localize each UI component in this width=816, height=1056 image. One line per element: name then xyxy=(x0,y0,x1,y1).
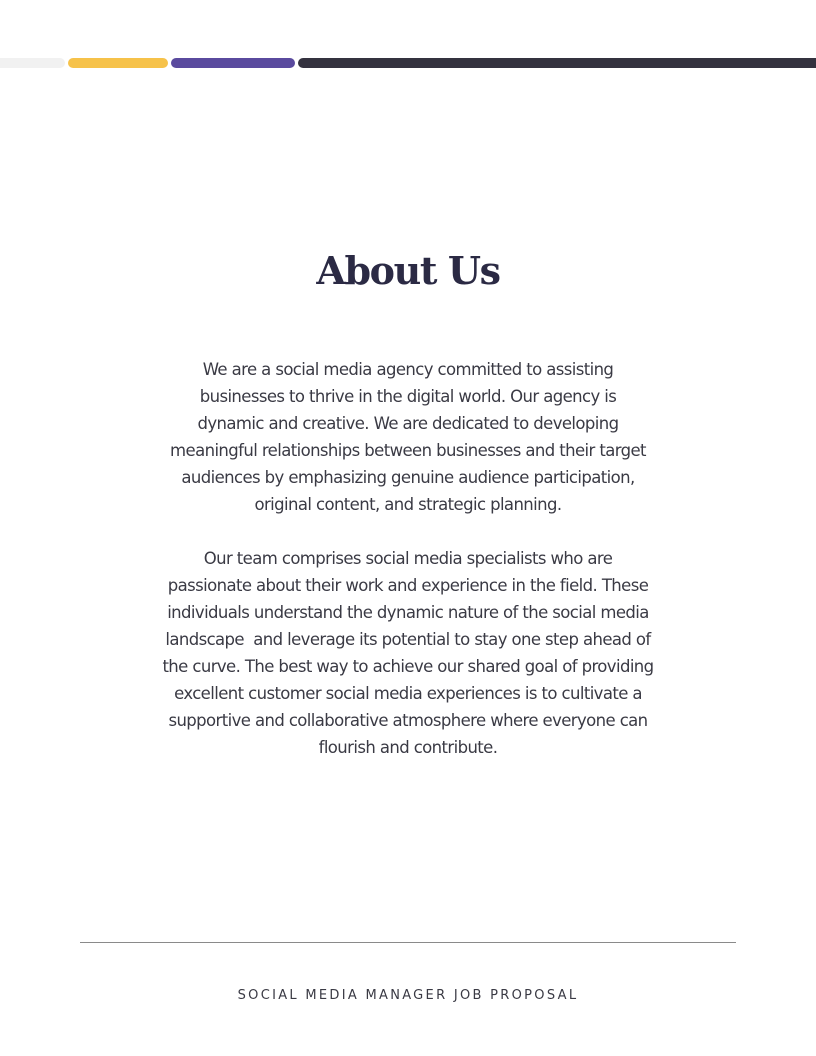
paragraph-1 xyxy=(112,356,704,518)
page-title: About Us xyxy=(316,248,500,293)
text-line: the curve. The best way to achieve our shared goal of providing xyxy=(162,657,654,676)
yellow-bar xyxy=(68,58,168,68)
text-line: Our team comprises social media specialists who are xyxy=(203,549,613,568)
text-line: audiences by emphasizing genuine audience participation, xyxy=(181,468,635,487)
text-line: businesses to thrive in the digital world. Our agency is xyxy=(199,387,617,406)
light-gray-bar xyxy=(0,58,65,68)
text-line: meaningful relationships between businesses and their target xyxy=(170,441,646,460)
paragraph-spacer xyxy=(112,518,704,545)
text-line: original content, and strategic planning. xyxy=(254,495,562,514)
top-decorative-bars xyxy=(0,58,816,68)
text-line: landscape and leverage its potential to stay one step ahead of xyxy=(165,630,651,649)
footer-divider xyxy=(80,942,736,943)
text-line: excellent customer social media experiences is to cultivate a xyxy=(174,684,642,703)
footer-label: SOCIAL MEDIA MANAGER JOB PROPOSAL xyxy=(237,988,579,1003)
text-line: supportive and collaborative atmosphere where everyone can xyxy=(168,711,648,730)
purple-bar xyxy=(171,58,295,68)
text-line: flourish and contribute. xyxy=(318,738,498,757)
about-body xyxy=(112,356,704,761)
text-line: passionate about their work and experience in the field. These xyxy=(167,576,649,595)
text-line: We are a social media agency committed to assisting xyxy=(202,360,614,379)
text-line: dynamic and creative. We are dedicated to developing xyxy=(197,414,619,433)
paragraph-2 xyxy=(112,545,704,761)
text-line: individuals understand the dynamic nature of the social media xyxy=(167,603,649,622)
dark-bar xyxy=(298,58,816,68)
